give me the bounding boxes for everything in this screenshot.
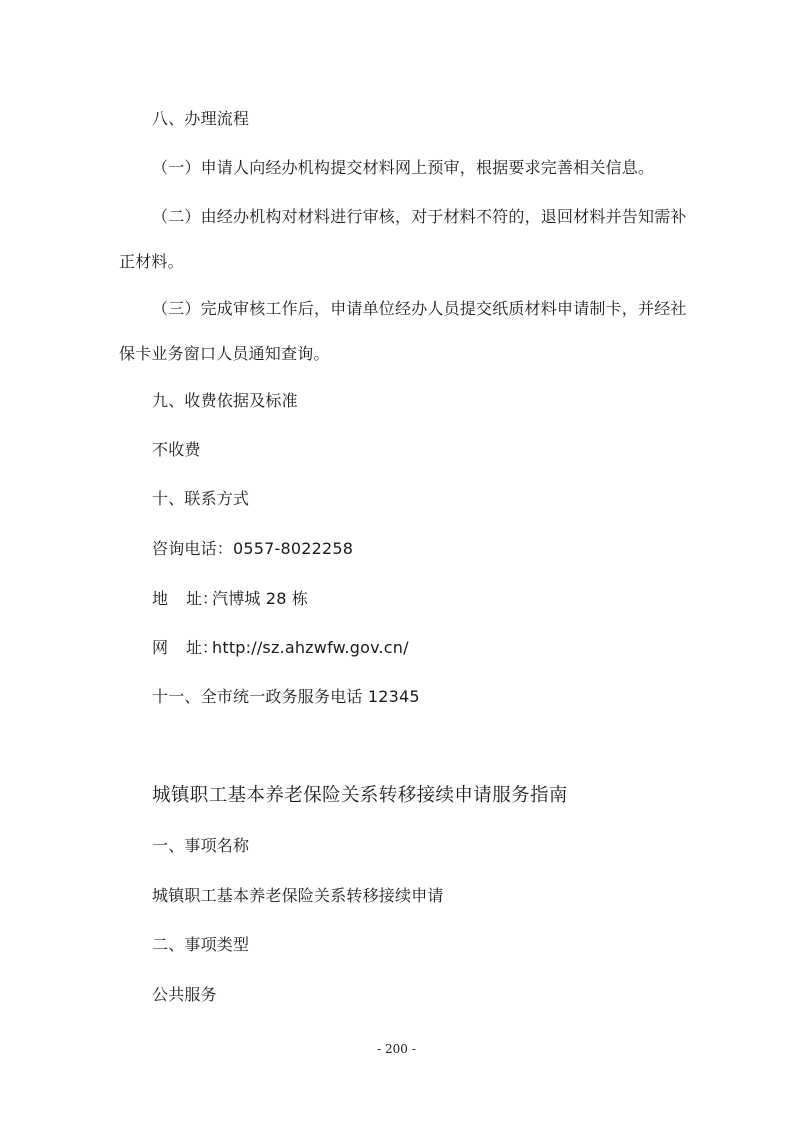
process-step-2-line-1: （二）由经办机构对材料进行审核，对于材料不符的，退回材料并告知需补: [152, 207, 687, 226]
section-11-heading: 十一、全市统一政务服务电话 12345: [152, 687, 420, 706]
address-label: 地 址：: [152, 589, 219, 608]
website-label: 网 址：: [152, 638, 219, 657]
item-1-text: 城镇职工基本养老保险关系转移接续申请: [152, 886, 444, 905]
item-1-heading: 一、事项名称: [152, 836, 250, 855]
contact-address: [152, 588, 308, 610]
process-step-2-line-2: 正材料。: [119, 252, 184, 271]
fee-text: 不收费: [152, 440, 201, 459]
process-step-3-line-2: 保卡业务窗口人员通知查询。: [119, 344, 330, 363]
guide-title: 城镇职工基本养老保险关系转移接续申请服务指南: [152, 785, 568, 806]
contact-website: [152, 637, 409, 659]
address-value: 汽博城 28 栋: [212, 589, 309, 608]
section-9-heading: 九、收费依据及标准: [152, 391, 298, 410]
item-2-text: 公共服务: [152, 985, 217, 1004]
process-step-1: （一）申请人向经办机构提交材料网上预审，根据要求完善相关信息。: [152, 158, 655, 177]
item-2-heading: 二、事项类型: [152, 935, 250, 954]
section-8-heading: 八、办理流程: [152, 109, 250, 128]
process-step-3-line-1: （三）完成审核工作后，申请单位经办人员提交纸质材料申请制卡，并经社: [152, 299, 687, 318]
section-10-heading: 十、联系方式: [152, 489, 250, 508]
website-value: http://sz.ahzwfw.gov.cn/: [212, 638, 409, 657]
contact-phone: 咨询电话：0557-8022258: [152, 539, 354, 558]
page-number: - 200 -: [377, 1042, 416, 1056]
